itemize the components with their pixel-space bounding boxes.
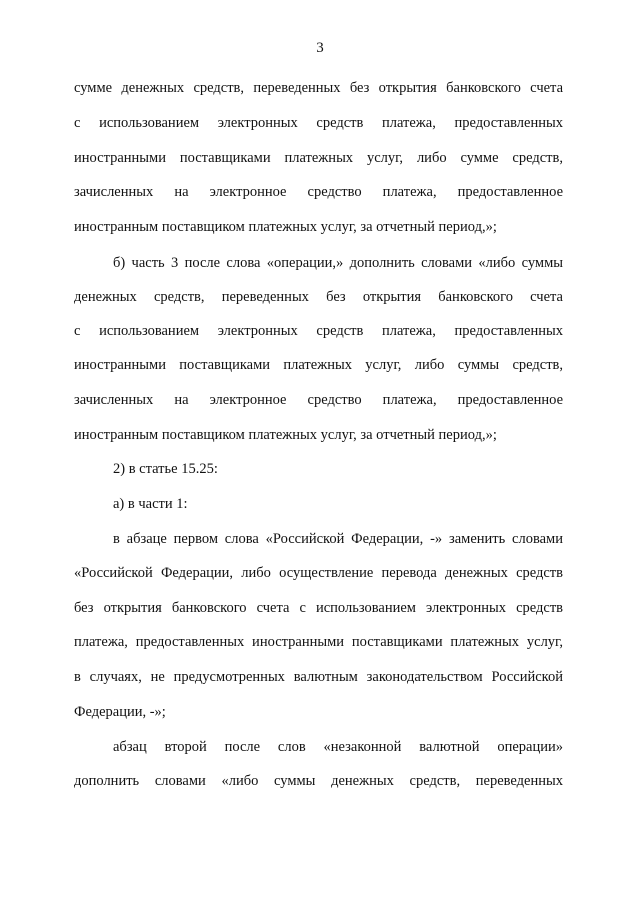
text-line: с использованием электронных средств платежа, предоставленных xyxy=(74,115,563,131)
text-line: в абзаце первом слова «Российской Федерации, -» заменить словами xyxy=(113,531,563,547)
text-line: с использованием электронных средств платежа, предоставленных xyxy=(74,323,563,339)
text-line: абзац второй после слов «незаконной валютной операции» xyxy=(113,739,563,755)
text-line: а) в части 1: xyxy=(113,496,188,512)
text-line: иностранным поставщиком платежных услуг, за отчетный период,»; xyxy=(74,219,497,235)
text-line: сумме денежных средств, переведенных без открытия банковского счета xyxy=(74,80,563,96)
text-line: Федерации, -»; xyxy=(74,704,166,720)
text-line: в случаях, не предусмотренных валютным законодательством Российской xyxy=(74,669,563,685)
text-line: зачисленных на электронное средство платежа, предоставленное xyxy=(74,184,563,200)
text-line: иностранными поставщиками платежных услуг, либо сумме средств, xyxy=(74,150,563,166)
text-line: без открытия банковского счета с использованием электронных средств xyxy=(74,600,563,616)
text-line: иностранными поставщиками платежных услуг, либо суммы средств, xyxy=(74,357,563,373)
text-line: дополнить словами «либо суммы денежных средств, переведенных xyxy=(74,773,563,789)
text-line: «Российской Федерации, либо осуществление перевода денежных средств xyxy=(74,565,563,581)
text-line: иностранным поставщиком платежных услуг, за отчетный период,»; xyxy=(74,427,497,443)
text-line: б) часть 3 после слова «операции,» дополнить словами «либо суммы xyxy=(113,255,563,271)
text-line: зачисленных на электронное средство платежа, предоставленное xyxy=(74,392,563,408)
text-line: денежных средств, переведенных без открытия банковского счета xyxy=(74,289,563,305)
text-line: 2) в статье 15.25: xyxy=(113,461,218,477)
text-line: платежа, предоставленных иностранными поставщиками платежных услуг, xyxy=(74,634,563,650)
page-number: 3 xyxy=(316,40,324,56)
